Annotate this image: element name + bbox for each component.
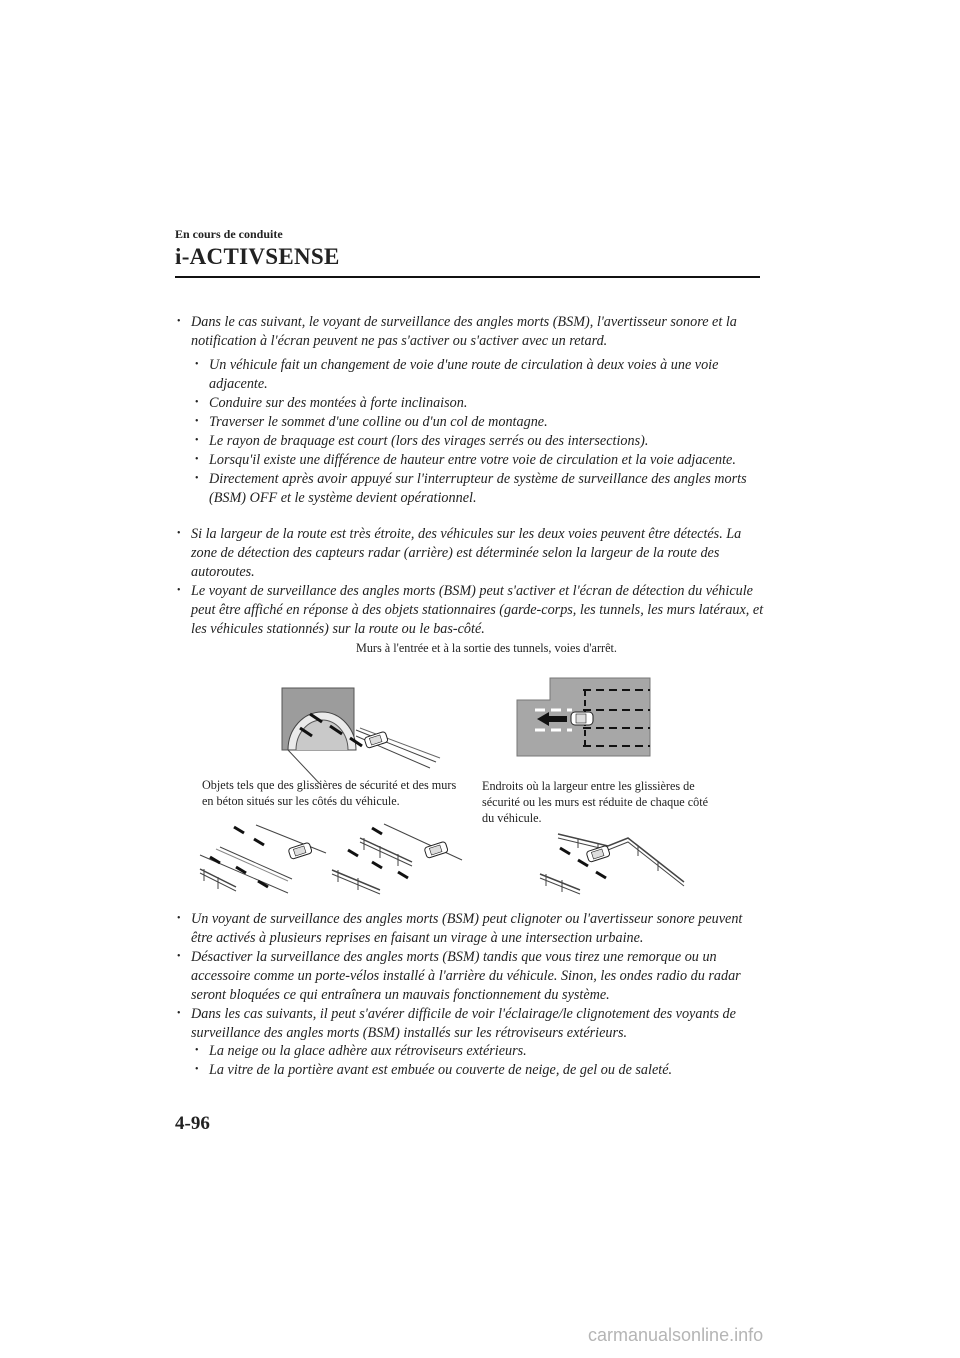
guardrail-narrowing-illustration	[538, 828, 688, 892]
bullet-list-mid	[175, 525, 765, 639]
bullet-item: • Dans le cas suivant, le voyant de surveillance des angles morts (BSM), l'avertisseur sonore et la notification à l'écran peuvent ne pas s'activer ou s'activer avec un retard.	[175, 313, 765, 351]
sub-bullet-item: • Traverser le sommet d'une colline ou d'un col de montagne.	[193, 413, 763, 432]
guardrail-left-illustration	[196, 825, 328, 895]
sub-bullet-item: • Lorsqu'il existe une différence de hauteur entre votre voie de circulation et la voie adjacente.	[193, 451, 763, 470]
sub-bullet-item: • Un véhicule fait un changement de voie d'une route de circulation à deux voies à une voie adjacente.	[193, 356, 763, 394]
sub-bullet-item: • La vitre de la portière avant est embuée ou couverte de neige, de gel ou de saleté.	[193, 1061, 763, 1080]
guardrail-middle-illustration	[328, 822, 464, 892]
page-number: 4-96	[175, 1113, 210, 1134]
bullet-item: • Désactiver la surveillance des angles morts (BSM) tandis que vous tirez une remorque ou un accessoire comme un porte-vélos installé à l'arrière du véhicule. Sinon, les ondes radio du radar seront bloquées ce qui entraînera un mauvais fonctionnement du système.	[175, 948, 765, 1005]
sub-bullet-item: • Directement après avoir appuyé sur l'interrupteur de système de surveillance des angles morts (BSM) OFF et le système devient opérationnel.	[193, 470, 763, 508]
sub-bullet-item: • La neige ou la glace adhère aux rétroviseurs extérieurs.	[193, 1042, 763, 1061]
sub-bullet-list-bottom	[193, 1042, 763, 1080]
sub-bullet-item: • Conduire sur des montées à forte inclinaison.	[193, 394, 763, 413]
bullet-list-bottom	[175, 910, 765, 1043]
bullet-item: • Un voyant de surveillance des angles morts (BSM) peut clignoter ou l'avertisseur sonore peuvent être activés à plusieurs reprises en faisant un virage à une intersection urbaine.	[175, 910, 765, 948]
figure-caption-top: Murs à l'entrée et à la sortie des tunnels, voies d'arrêt.	[356, 641, 617, 655]
section-label: En cours de conduite	[175, 227, 283, 241]
bullet-item: • Dans les cas suivants, il peut s'avérer difficile de voir l'éclairage/le clignotement des voyants de surveillance des angles morts (BSM) installés sur les rétroviseurs extérieurs.	[175, 1005, 765, 1043]
bullet-item: • Le voyant de surveillance des angles morts (BSM) peut s'activer et l'écran de détection du véhicule peut être affiché en réponse à des objets stationnaires (garde-corps, les tunnels, les murs latéraux, et les véhicules stationnés) sur la route ou le bas-côté.	[175, 582, 765, 639]
bullet-item: • Si la largeur de la route est très étroite, des véhicules sur les deux voies peuvent être détectés. La zone de détection des capteurs radar (arrière) est déterminée selon la largeur de la route des autoroutes.	[175, 525, 765, 582]
sub-bullet-item: • Le rayon de braquage est court (lors des virages serrés ou des intersections).	[193, 432, 763, 451]
figure-caption-right: Endroits où la largeur entre les glissières de sécurité ou les murs est réduite de chaque côté du véhicule.	[482, 779, 709, 825]
header-rule	[175, 276, 760, 278]
sub-bullet-list-top	[193, 356, 763, 508]
figure-caption-left: Objets tels que des glissières de sécurité et des murs en béton situés sur les côtés du véhicule.	[202, 778, 457, 808]
watermark: carmanualsonline.info	[588, 1325, 764, 1345]
tunnel-illustration	[280, 686, 440, 786]
bullet-list-top	[175, 313, 765, 351]
page-title: i-ACTIVSENSE	[175, 244, 340, 269]
lane-topview-illustration	[517, 678, 652, 756]
